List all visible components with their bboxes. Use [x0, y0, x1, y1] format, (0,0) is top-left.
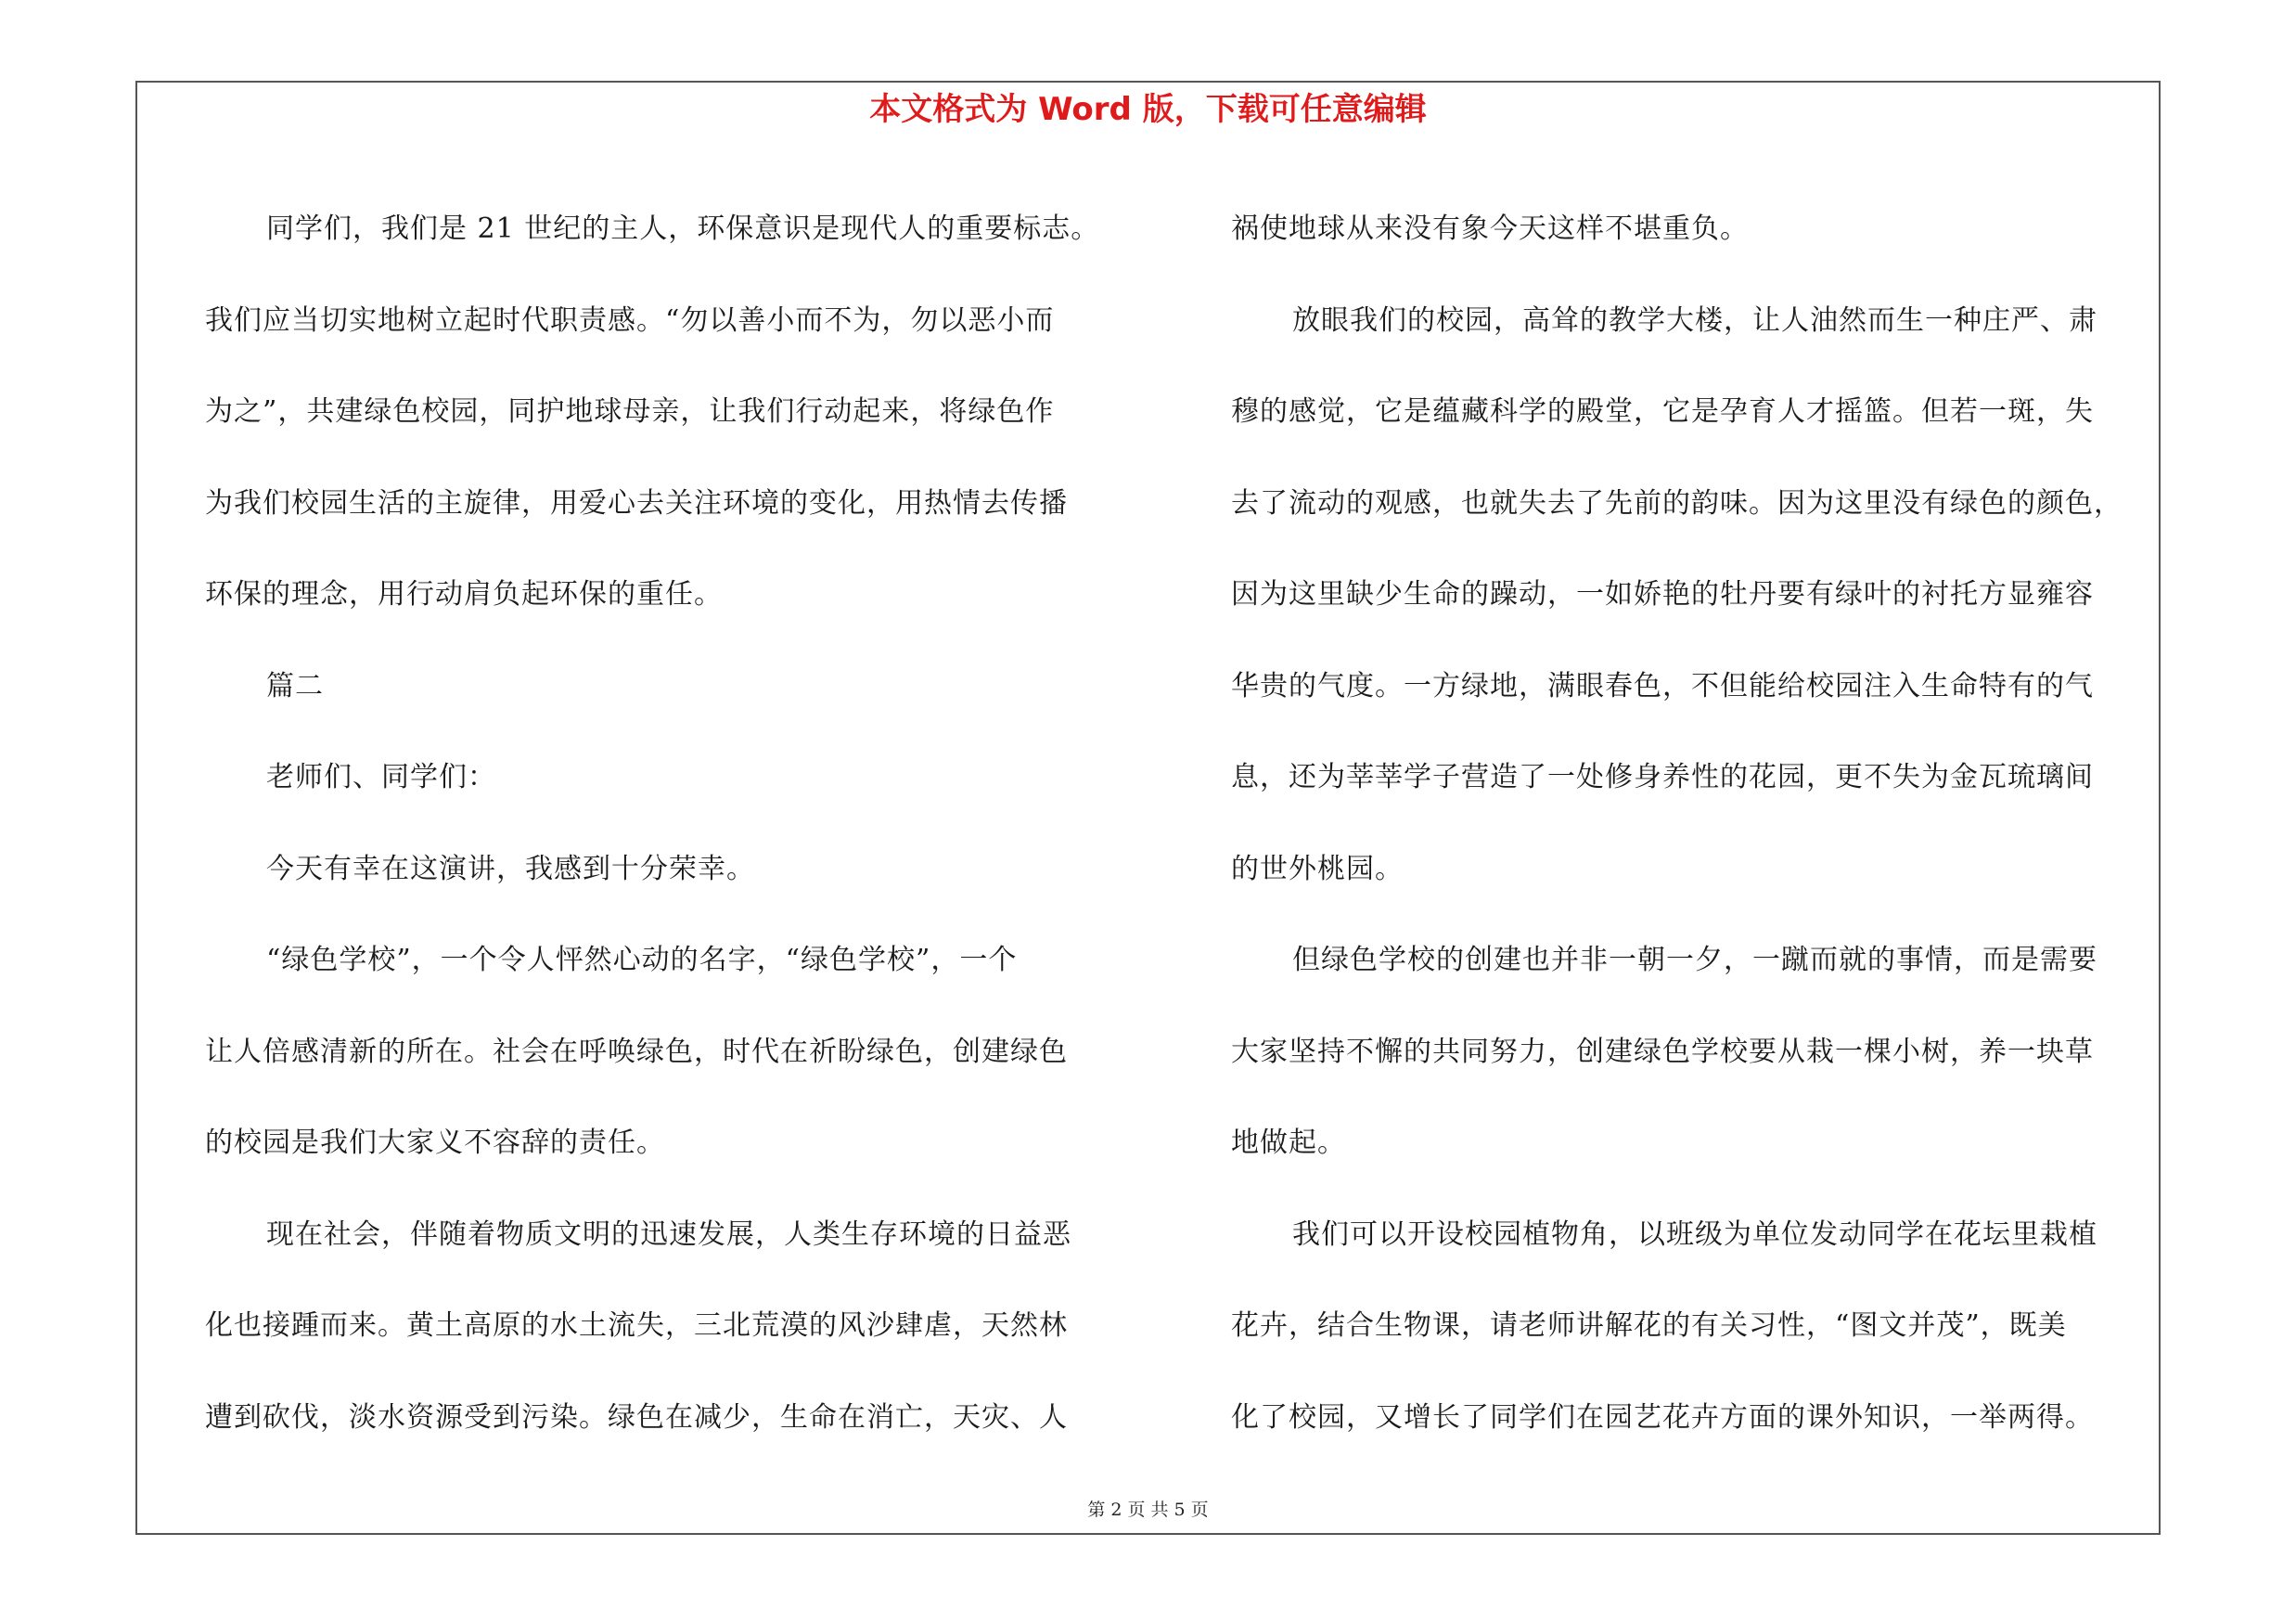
text-line: 但绿色学校的创建也并非一朝一夕，一蹴而就的事情，而是需要 — [1292, 944, 2097, 976]
text-line: 环保的理念，用行动肩负起环保的重任。 — [205, 578, 723, 611]
text-line: 化也接踵而来。黄土高原的水土流失，三北荒漠的风沙肆虐，天然林 — [205, 1309, 1068, 1342]
text-line: 的世外桃园。 — [1231, 852, 1404, 885]
text-line: 祸使地球从来没有象今天这样不堪重负。 — [1231, 213, 1749, 245]
text-line: 大家坚持不懈的共同努力，创建绿色学校要从栽一棵小树，养一块草 — [1231, 1035, 2094, 1068]
text-line: 因为这里缺少生命的躁动，一如娇艳的牡丹要有绿叶的衬托方显雍容 — [1231, 578, 2094, 611]
text-line: 同学们，我们是 21 世纪的主人，环保意识是现代人的重要标志。 — [266, 213, 1100, 245]
text-line: 地做起。 — [1231, 1127, 1346, 1159]
text-line: 去了流动的观感，也就失去了先前的韵味。因为这里没有绿色的颜色， — [1231, 486, 2123, 520]
page-number-footer: 第 2 页 共 5 页 — [1087, 1500, 1209, 1520]
text-line: 化了校园，又增长了同学们在园艺花卉方面的课外知识，一举两得。 — [1231, 1400, 2094, 1434]
section-heading: 篇二 — [266, 669, 324, 702]
text-line: 现在社会，伴随着物质文明的迅速发展，人类生存环境的日益恶 — [266, 1217, 1071, 1251]
text-line: 华贵的气度。一方绿地，满眼春色，不但能给校园注入生命特有的气 — [1231, 669, 2094, 702]
text-line: 让人倍感清新的所在。社会在呼唤绿色，时代在祈盼绿色，创建绿色 — [205, 1035, 1068, 1068]
text-line: 放眼我们的校园，高耸的教学大楼，让人油然而生一种庄严、肃 — [1292, 303, 2097, 337]
text-line: 今天有幸在这演讲，我感到十分荣幸。 — [266, 852, 755, 885]
left-text-column — [205, 184, 1133, 1463]
text-line: “绿色学校”，一个令人怦然心动的名字，“绿色学校”，一个 — [266, 944, 1018, 976]
header-banner: 本文格式为 Word 版，下载可任意编辑 — [869, 91, 1427, 128]
text-line: 为我们校园生活的主旋律，用爱心去关注环境的变化，用热情去传播 — [205, 486, 1068, 520]
right-text-column — [1231, 184, 2154, 1463]
text-line: 老师们、同学们： — [266, 761, 496, 793]
text-line: 我们可以开设校园植物角，以班级为单位发动同学在花坛里栽植 — [1292, 1217, 2097, 1251]
text-line: 息，还为莘莘学子营造了一处修身养性的花园，更不失为金瓦琉璃间 — [1231, 761, 2094, 793]
text-line: 为之”，共建绿色校园，同护地球母亲，让我们行动起来，将绿色作 — [205, 395, 1055, 428]
text-line: 的校园是我们大家义不容辞的责任。 — [205, 1127, 665, 1159]
text-line: 花卉，结合生物课，请老师讲解花的有关习性，“图文并茂”，既美 — [1231, 1309, 2067, 1342]
text-line: 遭到砍伐，淡水资源受到污染。绿色在减少，生命在消亡，天灾、人 — [205, 1400, 1068, 1434]
text-line: 我们应当切实地树立起时代职责感。“勿以善小而不为，勿以恶小而 — [205, 303, 1055, 337]
text-line: 穆的感觉，它是蕴藏科学的殿堂，它是孕育人才摇篮。但若一斑，失 — [1231, 395, 2094, 428]
